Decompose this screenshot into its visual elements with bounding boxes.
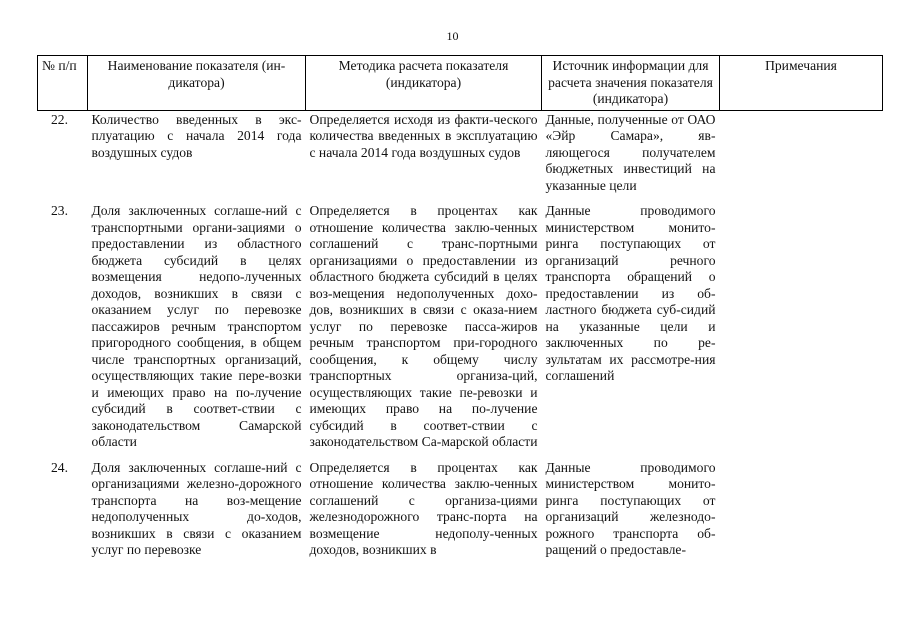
table-header-row: [38, 56, 883, 111]
header-source: Источник информации для расчета значения показателя (индикатора): [542, 56, 720, 111]
row-notes: [720, 202, 883, 459]
row-method: Определяется исходя из факти-ческого количества введенных в эксплуатацию с начала 2014 года воздушных судов: [309, 111, 538, 160]
row-name: Доля заключенных соглаше-ний с транспортными органи-зациями о предоставлении из областного бюджета субсидий в целях возмещения недопо-лученных доходов, возникших в связи с оказанием услуг по перевозке пассажиров речным транспортом пригородного сообщения, в общем числе транспортных организаций, осуществляющих такие пере-возки и имеющих право на по-лучение субсидий в соответ-ствии с законодательством Самарской области: [91, 203, 302, 449]
row-method: Определяется в процентах как отношение количества заклю-ченных соглашений с организа-циями железнодорожного транс-порта на возмещение недополу-ченных доходов, возникших в: [309, 459, 538, 557]
indicator-table: [37, 55, 883, 567]
header-method: Методика расчета показателя (индикатора): [306, 56, 542, 111]
header-name: Наименование показателя (ин-дикатора): [88, 56, 306, 111]
row-source: Данные, полученные от ОАО «Эйр Самара», яв-ляющегося получателем бюджетных инвестиций на указанные цели: [545, 111, 716, 193]
row-num: 22.: [51, 111, 68, 127]
row-num: 24.: [51, 459, 68, 475]
row-notes: [720, 459, 883, 567]
row-source: Данные проводимого министерством монито-ринга поступающих от организаций речного транспорта обращений о предоставлении из об-ластного бюджета суб-сидий на указанные цели и заключенных по ре-зультатам их рассмотре-ния соглашений: [545, 203, 716, 383]
row-num: 23.: [51, 203, 68, 218]
table-row: [38, 110, 883, 202]
row-notes: [720, 110, 883, 202]
header-notes: Примечания: [720, 56, 883, 111]
page-number: 10: [446, 29, 459, 43]
row-method: Определяется в процентах как отношение количества заклю-ченных соглашений с транс-портными организациями о предоставлении из областного бюджета субсидий в целях воз-мещения недополученных дохо-дов, возникших в связи с оказа-нием услуг по перевозке пасса-жиров речным транспортом при-городного сообщения, к общему числу транспортных организа-ций, осуществляющих такие пе-ревозки и имеющих право на по-лучение субсидий в соответ-ствии с законодательством Са-марской области: [309, 203, 538, 449]
header-num: № п/п: [38, 56, 88, 111]
row-name: Количество введенных в экс-плуатацию с начала 2014 года воздушных судов: [91, 111, 302, 160]
row-name: Доля заключенных соглаше-ний с организациями железно-дорожного транспорта на воз-мещение недополученных до-ходов, возникших в связи с оказанием услуг по перевозке: [91, 459, 302, 557]
table-row: [38, 459, 883, 567]
table-row: [38, 202, 883, 459]
row-source: Данные проводимого министерством монито-ринга поступающих от организаций железнодо-рожного транспорта об-ращений о предоставле-: [545, 459, 716, 557]
